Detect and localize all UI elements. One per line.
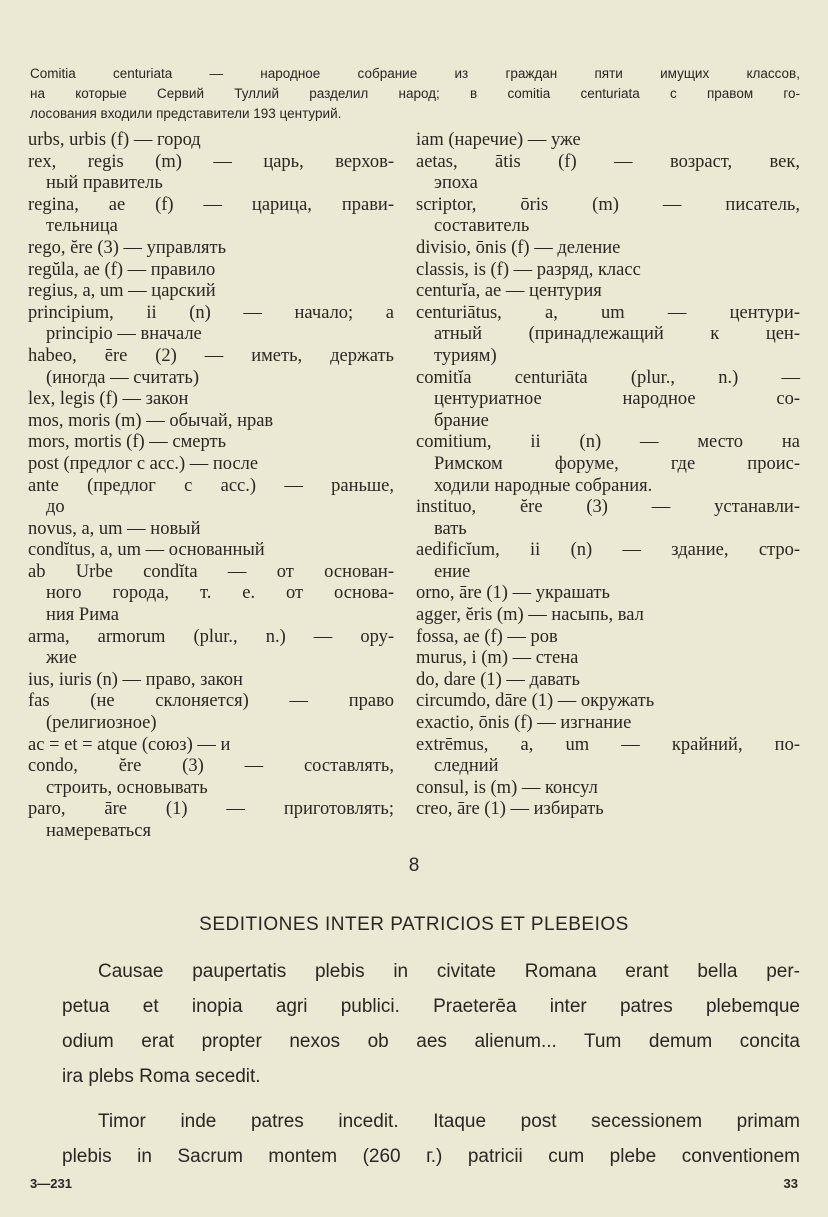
vocabulary-entry: [416, 432, 800, 497]
vocabulary-entry-line: comitium, ii (n) — место на: [416, 432, 800, 453]
paragraph-2: [62, 1104, 800, 1174]
vocabulary-entry-line: туриям): [434, 345, 497, 366]
vocabulary-entry-line: ac = et = atque (союз) — и: [28, 734, 231, 755]
vocabulary-entry-line: principio — вначале: [46, 324, 202, 345]
vocabulary-entry-line: murus, i (m) — стена: [416, 648, 579, 669]
vocabulary-entry-line: атный (принадлежащий к цен-: [434, 324, 800, 345]
vocabulary-entry: [28, 454, 394, 476]
vocabulary-entry-line: (иногда — считать): [46, 367, 200, 388]
vocabulary-entry-line: строить, основывать: [46, 777, 208, 798]
vocabulary-entry-line: ius, iuris (n) — право, закон: [28, 669, 243, 690]
paragraph-line: Timor inde patres incedit. Itaque post secessionem primam: [98, 1111, 800, 1132]
vocabulary-entry: [28, 670, 394, 692]
vocabulary-entry: [28, 432, 394, 454]
vocabulary-entry-line: ного города, т. е. от основа-: [46, 583, 394, 604]
vocabulary-entry: [28, 411, 394, 433]
vocabulary-entry-line: creo, āre (1) — избирать: [416, 799, 604, 820]
vocabulary-entry: [416, 735, 800, 778]
vocabulary-entry-line: mors, mortis (f) — смерть: [28, 432, 227, 453]
vocabulary-entry-line: центуриатное народное со-: [434, 389, 800, 410]
vocabulary-entry: [28, 540, 394, 562]
vocabulary-entry: [416, 605, 800, 627]
vocabulary-entry: [28, 260, 394, 282]
vocabulary-entry-line: agger, ĕris (m) — насыпь, вал: [416, 605, 644, 626]
vocabulary-entry-line: principium, ii (n) — начало; a: [28, 302, 394, 323]
vocabulary-entry: [28, 799, 394, 842]
vocabulary-entry-line: circumdo, dāre (1) — окружать: [416, 691, 655, 712]
vocabulary-entry: [416, 130, 800, 152]
vocabulary-entry-line: arma, armorum (plur., n.) — ору-: [28, 626, 394, 647]
vocabulary-entry-line: iam (наречие) — уже: [416, 130, 581, 150]
paragraph-1: [62, 954, 800, 1094]
vocabulary-entry-line: aedificĭum, ii (n) — здание, стро-: [416, 540, 800, 561]
vocabulary-entry-line: rego, ĕre (3) — управлять: [28, 237, 227, 258]
paragraph-line: petua et inopia agri publici. Praeterēa inter patres plebemque: [62, 996, 800, 1017]
vocabulary-entry-line: comitĭa centuriāta (plur., n.) —: [416, 367, 800, 388]
vocabulary-entry: [28, 519, 394, 541]
vocabulary-entry: [28, 627, 394, 670]
page-number: 33: [783, 1176, 798, 1191]
vocabulary-entry: [28, 476, 394, 519]
vocabulary-entry-line: намереваться: [46, 821, 151, 841]
vocabulary-entry-line: extrēmus, a, um — крайний, по-: [416, 734, 800, 755]
vocabulary-entry-line: consul, is (m) — консул: [416, 777, 598, 798]
vocabulary-entry-line: aetas, ātis (f) — возраст, век,: [416, 151, 800, 172]
vocabulary-entry: [28, 346, 394, 389]
section-title: SEDITIONES INTER PATRICIOS ET PLEBEIOS: [199, 914, 629, 935]
vocabulary-entry-line: instituo, ĕre (3) — устанавли-: [416, 497, 800, 518]
vocabulary-entry-line: post (предлог с acc.) — после: [28, 453, 259, 474]
footnote-line: лосования входили представители 193 центурий.: [30, 106, 342, 121]
footnote-line: Comitia centuriata — народное собрание из граждан пяти имущих классов,: [30, 66, 800, 81]
vocabulary-entry: [416, 627, 800, 649]
vocabulary-entry: [28, 735, 394, 757]
vocabulary-entry-line: paro, āre (1) — приготовлять;: [28, 799, 394, 820]
printer-signature: 3—231: [30, 1176, 72, 1191]
section-number: 8: [408, 855, 420, 876]
vocabulary-entry-line: Римском форуме, где проис-: [434, 453, 800, 474]
vocabulary-entry: [416, 691, 800, 713]
paragraph-line: Causae paupertatis plebis in civitate Romana erant bella per-: [98, 961, 800, 982]
vocabulary-entry-line: ение: [434, 561, 471, 582]
vocabulary-entry-line: habeo, ēre (2) — иметь, держать: [28, 345, 394, 366]
vocabulary-entry-line: exactio, ōnis (f) — изгнание: [416, 713, 632, 734]
vocabulary-entry-line: rex, regis (m) — царь, верхов-: [28, 151, 394, 172]
vocabulary-entry-line: novus, a, um — новый: [28, 518, 201, 539]
vocabulary-entry: [28, 756, 394, 799]
vocabulary-entry: [28, 281, 394, 303]
footnote-line: на которые Сервий Туллий разделил народ; в comitia centuriata с правом го-: [30, 86, 800, 101]
vocabulary-entry: [416, 238, 800, 260]
vocabulary-entry-line: ный правитель: [46, 173, 163, 194]
vocabulary-entry: [416, 799, 800, 821]
vocabulary-entry: [416, 281, 800, 303]
vocabulary-entry-line: condo, ĕre (3) — составлять,: [28, 756, 394, 777]
vocabulary-entry: [28, 691, 394, 734]
vocabulary-entry: [416, 195, 800, 238]
vocabulary-entry-line: condĭtus, a, um — основанный: [28, 540, 265, 561]
vocabulary-entry-line: urbs, urbis (f) — город: [28, 130, 201, 150]
vocabulary-entry-line: до: [46, 497, 65, 518]
vocabulary-column-left: [28, 130, 394, 843]
vocabulary-entry-line: вать: [434, 518, 467, 539]
vocabulary-entry-line: lex, legis (f) — закон: [28, 389, 189, 410]
vocabulary-entry: [416, 778, 800, 800]
vocabulary-entry-line: эпоха: [434, 173, 478, 194]
vocabulary-entry-line: orno, āre (1) — украшать: [416, 583, 610, 604]
vocabulary-entry: [416, 713, 800, 735]
vocabulary-entry: [28, 303, 394, 346]
paragraph-line: odium erat propter nexos ob aes alienum... Tum demum concita: [62, 1031, 800, 1052]
paragraph-line: ira plebs Roma secedit.: [62, 1066, 261, 1087]
vocabulary-entry-line: do, dare (1) — давать: [416, 669, 580, 690]
vocabulary-entry-line: тельница: [46, 216, 118, 237]
vocabulary-entry-line: брание: [434, 410, 489, 431]
vocabulary-entry-line: (религиозное): [46, 713, 157, 734]
vocabulary-entry: [28, 238, 394, 260]
vocabulary-entry: [416, 260, 800, 282]
vocabulary-entry-line: составитель: [434, 216, 530, 237]
vocabulary-entry: [416, 497, 800, 540]
vocabulary-entry-line: ния Рима: [46, 605, 119, 626]
vocabulary-entry-line: ходили народные собрания.: [434, 475, 653, 496]
paragraph-line: plebis in Sacrum montem (260 г.) patricii cum plebe conventionem: [62, 1146, 800, 1167]
vocabulary-entry: [416, 670, 800, 692]
vocabulary-entry-line: следний: [434, 756, 499, 777]
vocabulary-entry-line: жие: [46, 648, 77, 669]
vocabulary-entry: [416, 583, 800, 605]
vocabulary-column-right: [416, 130, 800, 821]
footnote-comitia-centuriata: [30, 64, 800, 124]
vocabulary-entry-line: ab Urbe condĭta — от основан-: [28, 561, 394, 582]
vocabulary-entry-line: ante (предлог с acc.) — раньше,: [28, 475, 394, 496]
vocabulary-entry: [416, 648, 800, 670]
vocabulary-entry-line: centuriātus, a, um — центури-: [416, 302, 800, 323]
vocabulary-entry: [416, 368, 800, 433]
vocabulary-entry-line: scriptor, ōris (m) — писатель,: [416, 194, 800, 215]
vocabulary-entry: [28, 152, 394, 195]
vocabulary-entry: [28, 195, 394, 238]
vocabulary-entry-line: fas (не склоняется) — право: [28, 691, 394, 712]
vocabulary-entry-line: regŭla, ae (f) — правило: [28, 259, 216, 280]
vocabulary-entry-line: centurĭa, ae — центурия: [416, 281, 602, 302]
vocabulary-entry-line: regina, ae (f) — царица, прави-: [28, 194, 394, 215]
vocabulary-entry: [416, 152, 800, 195]
vocabulary-entry: [416, 303, 800, 368]
vocabulary-entry-line: mos, moris (m) — обычай, нрав: [28, 410, 274, 431]
vocabulary-entry-line: regius, a, um — царский: [28, 281, 216, 302]
vocabulary-entry-line: classis, is (f) — разряд, класс: [416, 259, 641, 280]
vocabulary-entry: [416, 540, 800, 583]
vocabulary-entry-line: fossa, ae (f) — ров: [416, 626, 558, 647]
vocabulary-entry: [28, 130, 394, 152]
vocabulary-entry: [28, 389, 394, 411]
vocabulary-entry: [28, 562, 394, 627]
vocabulary-entry-line: divisio, ōnis (f) — деление: [416, 237, 621, 258]
